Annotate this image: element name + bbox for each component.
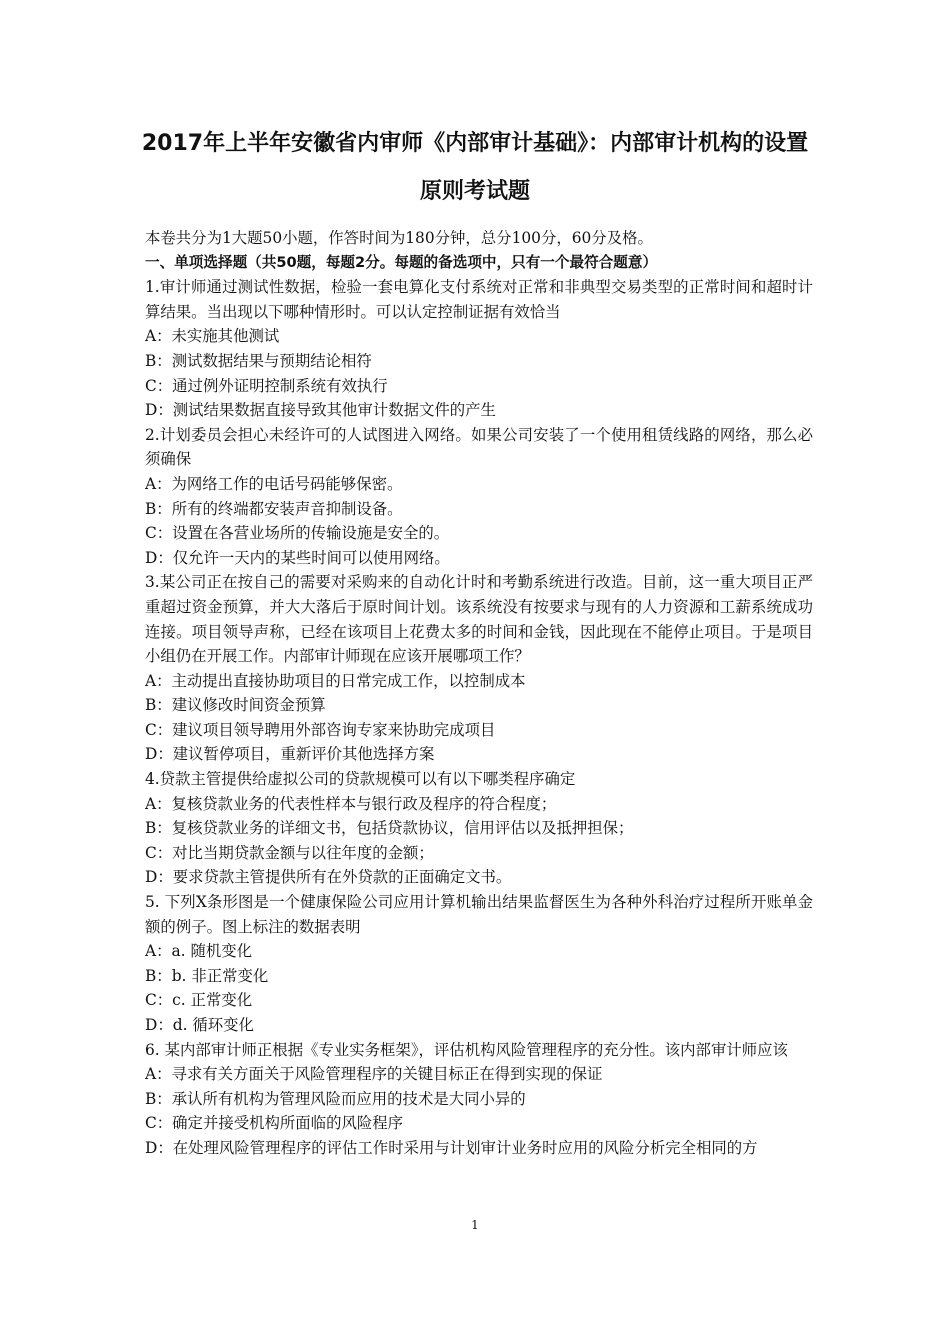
question-3-option-c: C：建议项目领导聘用外部咨询专家来协助完成项目 [145, 720, 496, 739]
question-2-option-b: B：所有的终端都安装声音抑制设备。 [145, 499, 403, 518]
document-title-line-2: 原则考试题 [419, 179, 530, 204]
question-2: 2.计划委员会担心未经许可的人试图进入网络。如果公司安装了一个使用租赁线路的网络，那么必须确保 [145, 425, 813, 469]
question-4-option-a: A：复核贷款业务的代表性样本与银行政及程序的符合程度； [145, 794, 557, 813]
question-2-option-a: A：为网络工作的电话号码能够保密。 [145, 474, 403, 493]
question-5-option-d: D：d. 循环变化 [145, 1016, 254, 1034]
question-6-option-d: D：在处理风险管理程序的评估工作时采用与计划审计业务时应用的风险分析完全相同的方 [145, 1138, 758, 1157]
question-3-option-a: A：主动提出直接协助项目的日常完成工作，以控制成本 [145, 671, 526, 690]
question-5: 5. 下列X条形图是一个健康保险公司应用计算机输出结果监督医生为各种外科治疗过程所开账单金额的例子。图上标注的数据表明 [145, 893, 813, 936]
question-5-option-b: B：b. 非正常变化 [145, 966, 269, 985]
question-4: 4.贷款主管提供给虚拟公司的贷款规模可以有以下哪类程序确定 [145, 770, 576, 789]
question-2-option-c: C：设置在各营业场所的传输设施是安全的。 [145, 524, 450, 543]
page-number: 1 [471, 1218, 479, 1232]
question-3: 3.某公司正在按自己的需要对采购来的自动化计时和考勤系统进行改造。目前，这一重大项目正严重超过资金预算，并大大落后于原时间计划。该系统没有按要求与现有的人力资源和工薪系统成功连接。项目领导声称，已经在该项目上花费太多的时间和金钱，因此现在不能停止项目。于是项目小组仍在开展工作。内部审计师现在应该开展哪项工作？ [145, 573, 813, 666]
question-5-option-c: C：c. 正常变化 [145, 991, 253, 1010]
question-3-option-b: B：建议修改时间资金预算 [145, 696, 326, 715]
question-5-option-a: A：a. 随机变化 [145, 942, 253, 961]
document-body [145, 226, 813, 1161]
question-3-option-d: D：建议暂停项目，重新评价其他选择方案 [145, 745, 435, 764]
question-1-option-a: A：未实施其他测试 [145, 327, 280, 346]
question-4-option-b: B：复核贷款业务的详细文书，包括贷款协议，信用评估以及抵押担保； [145, 819, 634, 838]
question-4-option-d: D：要求贷款主管提供所有在外贷款的正面确定文书。 [145, 868, 512, 887]
exam-intro: 本卷共分为1大题50小题，作答时间为180分钟，总分100分，60分及格。 [145, 229, 653, 247]
question-6: 6. 某内部审计师正根据《专业实务框架》，评估机构风险管理程序的充分性。该内部审计师应该 [145, 1040, 788, 1059]
document-title-line-1: 2017年上半年安徽省内审师《内部审计基础》：内部审计机构的设置 [141, 131, 809, 156]
section-heading: 一、单项选择题（共50题，每题2分。每题的备选项中，只有一个最符合题意） [145, 253, 658, 271]
question-1-option-d: D：测试结果数据直接导致其他审计数据文件的产生 [145, 401, 496, 420]
question-1-option-b: B：测试数据结果与预期结论相符 [145, 351, 372, 370]
question-4-option-c: C：对比当期贷款金额与以往年度的金额； [145, 843, 434, 862]
question-6-option-c: C：确定并接受机构所面临的风险程序 [145, 1114, 404, 1133]
question-6-option-a: A：寻求有关方面关于风险管理程序的关键目标正在得到实现的保证 [145, 1065, 603, 1084]
question-1: 1.审计师通过测试性数据，检验一套电算化支付系统对正常和非典型交易类型的正常时间和超时计算结果。当出现以下哪种情形时。可以认定控制证据有效恰当 [145, 278, 813, 321]
question-6-option-b: B：承认所有机构为管理风险而应用的技术是大同小异的 [145, 1089, 526, 1108]
question-1-option-c: C：通过例外证明控制系统有效执行 [145, 376, 388, 395]
question-2-option-d: D：仅允许一天内的某些时间可以使用网络。 [145, 548, 450, 567]
